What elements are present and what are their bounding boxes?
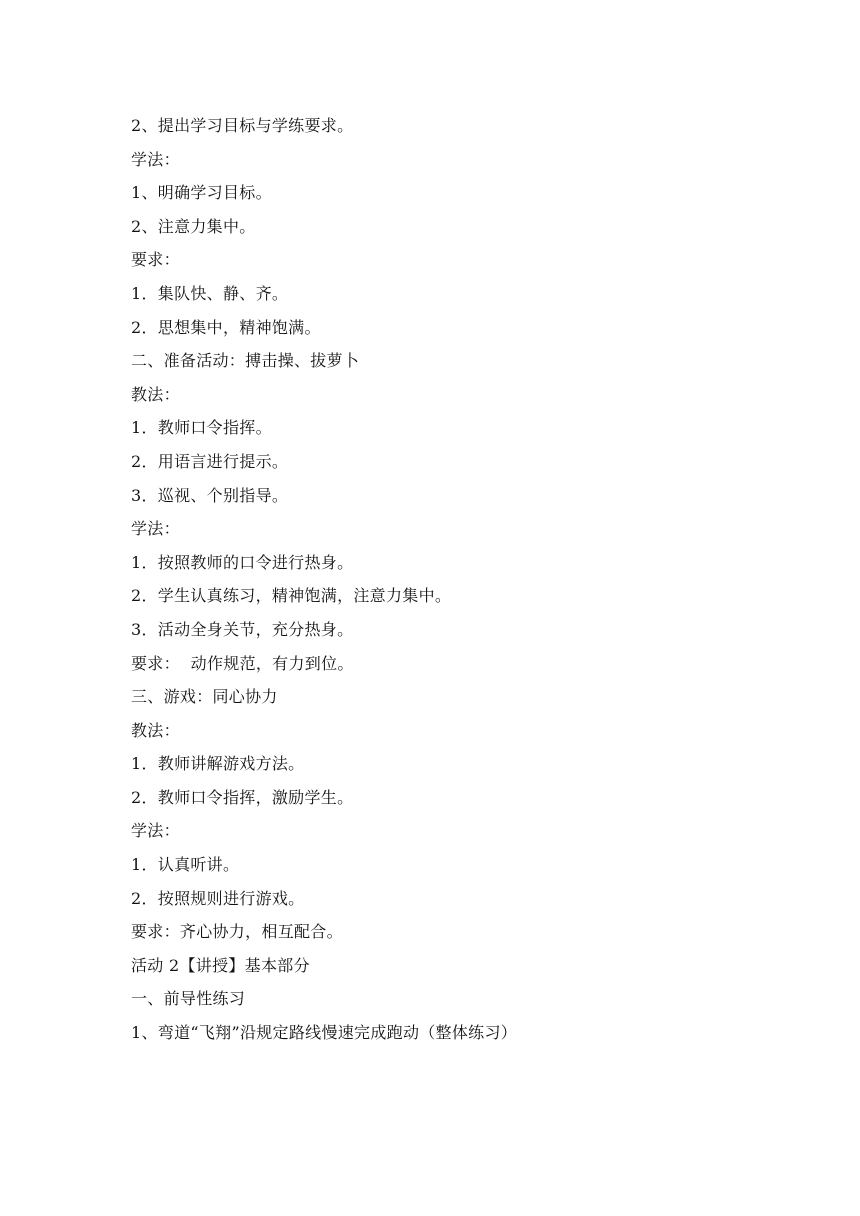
text-line: 教法： <box>131 384 180 404</box>
text-line: 2、提出学习目标与学练要求。 <box>131 116 354 135</box>
text-line: 2．思想集中，精神饱满。 <box>131 317 321 337</box>
text-line: 学法： <box>131 149 180 169</box>
text-line: 1．集队快、静、齐。 <box>131 283 289 303</box>
text-line: 3．活动全身关节，充分热身。 <box>131 619 354 639</box>
text-line: 2．按照规则进行游戏。 <box>131 888 305 908</box>
text-line: 1、明确学习目标。 <box>131 183 272 203</box>
section-heading: 三、游戏：同心协力 <box>131 687 278 707</box>
document-body <box>131 109 771 1050</box>
text-line: 1．教师讲解游戏方法。 <box>131 754 305 774</box>
text-line: 2、注意力集中。 <box>131 216 256 236</box>
text-line: 学法： <box>131 519 180 539</box>
text-line: 1．认真听讲。 <box>131 855 240 875</box>
text-line: 3．巡视、个别指导。 <box>131 485 289 505</box>
text-line: 1．按照教师的口令进行热身。 <box>131 552 354 572</box>
text-line: 学法： <box>131 821 180 841</box>
text-line: 要求： <box>131 250 180 270</box>
text-line: 1．教师口令指挥。 <box>131 418 272 438</box>
text-line: 1、弯道“飞翔”沿规定路线慢速完成跑动（整体练习） <box>131 1023 518 1043</box>
section-heading: 一、前导性练习 <box>131 989 246 1009</box>
text-line: 2．教师口令指挥，激励学生。 <box>131 787 354 807</box>
text-line: 要求： 动作规范，有力到位。 <box>131 653 354 673</box>
text-line: 教法： <box>131 720 180 740</box>
activity-heading: 活动 2【讲授】基本部分 <box>131 955 310 975</box>
text-line: 要求：齐心协力，相互配合。 <box>131 922 343 942</box>
text-line: 2．学生认真练习，精神饱满，注意力集中。 <box>131 586 452 606</box>
section-heading: 二、准备活动：搏击操、拔萝卜 <box>131 351 360 371</box>
text-line: 2．用语言进行提示。 <box>131 451 289 471</box>
